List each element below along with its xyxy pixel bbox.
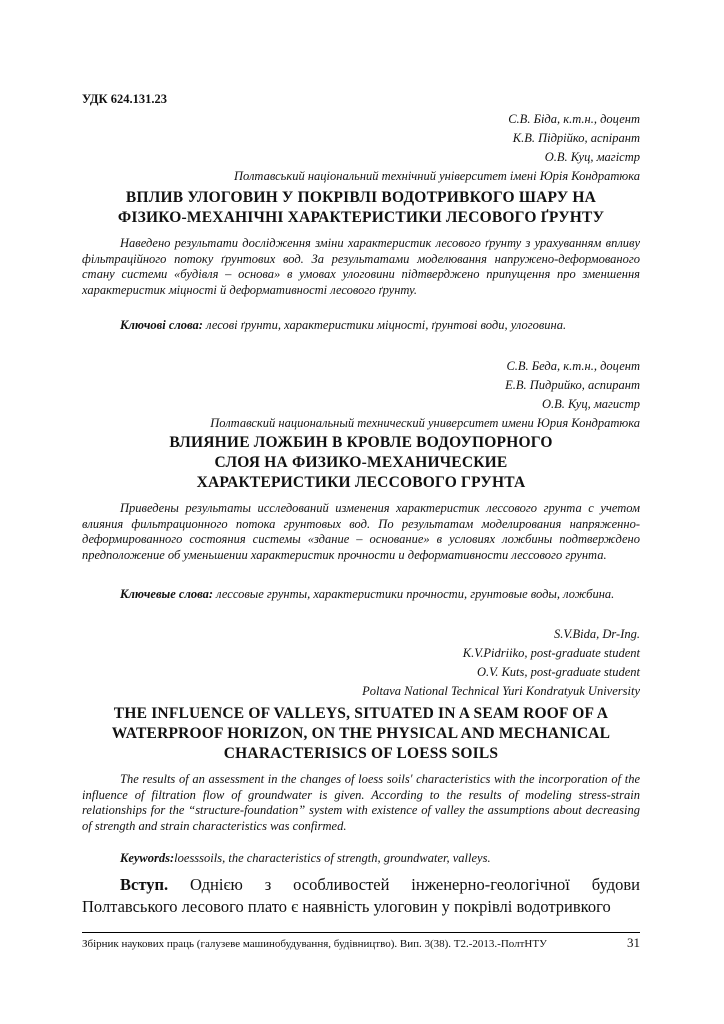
en-author-block	[362, 625, 640, 701]
ru-abstract: Приведены результаты исследований изменения характеристик лессового грунта с учетом влияния фильтрационного потока грунтовых вод. По результатам моделирования напряженно-деформированного состояния системы «здание – основание» в условиях ложбины подтверждено предположение об уменьшении характеристик прочности и деформативности лессового грунта.	[82, 501, 640, 562]
ru-author-3: О.В. Куц, магистр	[541, 397, 640, 411]
ua-author-2: К.В. Підрійко, аспірант	[512, 131, 640, 145]
ua-title-line-2: ФІЗИКО-МЕХАНІЧНІ ХАРАКТЕРИСТИКИ ЛЕСОВОГО ҐРУНТУ	[117, 209, 605, 226]
en-keywords-text: loesssoils, the characteristics of strength, groundwater, valleys.	[174, 851, 491, 865]
ua-title-line-1: ВПЛИВ УЛОГОВИН У ПОКРІВЛІ ВОДОТРИВКОГО ШАРУ НА	[125, 189, 597, 206]
page-footer	[82, 935, 640, 951]
en-title-line-2: WATERPROOF HORIZON, ON THE PHYSICAL AND MECHANICAL	[111, 725, 611, 742]
ru-author-2: Е.В. Пидрийко, аспирант	[505, 378, 640, 392]
ua-keywords-text: лесові ґрунти, характеристики міцності, ґрунтові води, улоговина.	[202, 318, 567, 332]
ru-affiliation: Полтавский национальный технический университет имени Юрия Кондратюка	[210, 416, 640, 430]
en-author-2: K.V.Pidriiko, post-graduate student	[462, 646, 640, 660]
en-abstract: The results of an assessment in the changes of loess soils' characteristics with the incorporation of the influence of filtration flow of groundwater is given. According to the results of modeling stress-strain relationships for the “structure-foundation” system with existence of valley the assumptions about decreasing of strength and strain characteristics was confirmed.	[82, 772, 640, 833]
ua-abstract: Наведено результати дослідження зміни характеристик лесового ґрунту з урахуванням впливу фільтраційного потоку ґрунтових вод. За результатами моделювання напружено-деформованого стану системи «будівля – основа» в умовах улоговини підтверджено припущення про зменшення характеристик міцності й деформативності лесового ґрунту.	[82, 236, 640, 297]
ua-keywords	[82, 318, 640, 334]
ua-author-block	[234, 110, 640, 186]
ru-title-line-3: ХАРАКТЕРИСТИКИ ЛЕССОВОГО ГРУНТА	[196, 474, 526, 491]
udk-code: УДК 624.131.23	[82, 92, 167, 106]
en-title-line-1: THE INFLUENCE OF VALLEYS, SITUATED IN A SEAM ROOF OF A	[113, 705, 609, 722]
ru-keywords-text: лессовые грунты, характеристики прочности, грунтовые воды, ложбина.	[213, 587, 615, 601]
ru-title-line-1: ВЛИЯНИЕ ЛОЖБИН В КРОВЛЕ ВОДОУПОРНОГО	[169, 434, 553, 451]
ua-title	[82, 188, 640, 228]
ua-author-3: О.В. Куц, магістр	[544, 150, 640, 164]
footer-divider	[82, 932, 640, 933]
ru-keywords-label: Ключевые слова:	[120, 587, 214, 601]
en-keywords-label: Keywords:	[120, 851, 175, 865]
en-title-line-3: CHARACTERISICS OF LOESS SOILS	[223, 745, 499, 762]
ua-affiliation: Полтавський національний технічний університет імені Юрія Кондратюка	[234, 169, 640, 183]
ua-author-1: С.В. Біда, к.т.н., доцент	[508, 112, 640, 126]
intro-text: Однією з особливостей інженерно-геологічної будови Полтавського лесового плато є наявність улоговин у покрівлі водотривкого	[82, 875, 640, 916]
en-keywords	[82, 851, 640, 867]
intro-paragraph	[82, 874, 640, 918]
ru-author-block	[210, 357, 640, 433]
en-author-1: S.V.Bida, Dr-Ing.	[554, 627, 640, 641]
intro-label: Вступ.	[120, 875, 169, 894]
en-author-3: O.V. Kuts, post-graduate student	[477, 665, 640, 679]
page-number: 31	[627, 935, 640, 950]
en-affiliation: Poltava National Technical Yuri Kondratyuk University	[362, 684, 640, 698]
ru-keywords	[82, 587, 640, 603]
ru-title-line-2: СЛОЯ НА ФИЗИКО-МЕХАНИЧЕСКИЕ	[214, 454, 508, 471]
footer-journal: Збірник наукових праць (галузеве машинобудування, будівництво). Вип. 3(38). Т2.-2013.-ПолтНТУ	[82, 938, 547, 950]
en-title	[82, 704, 640, 764]
ua-keywords-label: Ключові слова:	[120, 318, 203, 332]
ru-title	[82, 433, 640, 493]
ru-author-1: С.В. Беда, к.т.н., доцент	[506, 359, 640, 373]
